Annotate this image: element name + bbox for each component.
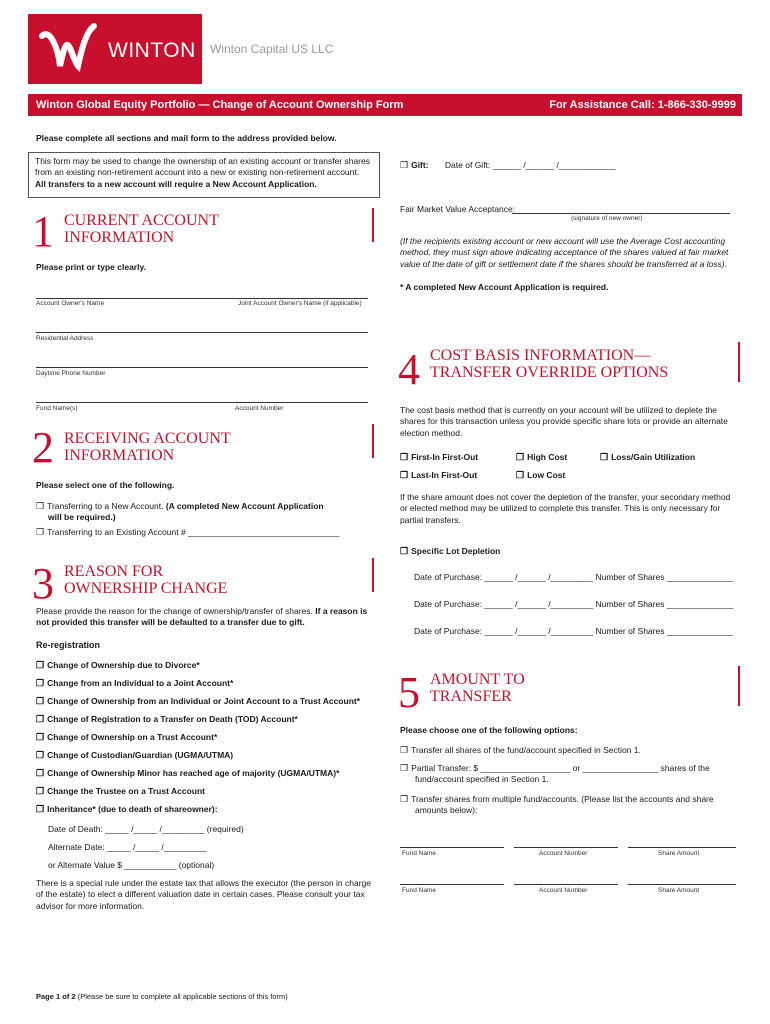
gift-date-field[interactable]: Date of Gift: ______ /______ /____________ — [444, 160, 616, 170]
option-low-cost[interactable] — [516, 469, 565, 481]
option-multiple-accounts[interactable] — [400, 793, 740, 817]
option-label: Last-In First-Out — [411, 470, 478, 480]
share-amount-field[interactable] — [628, 847, 736, 848]
note-line: (If the recipients existing account or new account will use the Average Cost accounting — [400, 236, 726, 246]
reason-label: Change of Ownership on a Trust Account* — [47, 732, 218, 742]
text-line: partial transfers. — [400, 514, 461, 525]
fund-name-label: Fund Name(s) — [36, 405, 78, 412]
reason-item[interactable] — [36, 659, 360, 677]
checkbox-icon[interactable]: ❒ — [36, 678, 45, 688]
reason-item[interactable] — [36, 731, 360, 749]
reason-label: Change the Trustee on a Trust Account — [47, 786, 205, 796]
estate-note-line: There is a special rule under the estate tax that allows the executor (the person in charge — [36, 878, 371, 888]
section-rule — [738, 342, 740, 382]
checkbox-icon[interactable]: ❒ — [400, 452, 409, 462]
checkbox-icon[interactable]: ❒ — [36, 527, 45, 537]
text-line: or elected method may be utilized to complete this transfer. This is only necessary for — [400, 503, 721, 514]
address-label: Residential Address — [36, 335, 94, 342]
share-amount-label: Share Amount — [658, 850, 700, 857]
checkbox-icon[interactable]: ❒ — [36, 750, 45, 760]
option-label: Transfer all shares of the fund/account specified in Section 1. — [411, 745, 641, 755]
notice-line: from an existing non-retirement account into a new or existing non-retirement account. — [35, 167, 360, 178]
reason-text: Please provide the reason for the change of ownership/transfer of shares. — [36, 606, 313, 616]
option-existing-account[interactable] — [36, 526, 339, 538]
logo-wordmark: WINTON — [108, 39, 196, 62]
address-field[interactable] — [36, 332, 368, 333]
fmv-label: Fair Market Value Acceptance: — [400, 204, 516, 214]
reason-label: Change from an Individual to a Joint Account* — [47, 678, 234, 688]
fund-name-field[interactable] — [400, 847, 504, 848]
reason-item[interactable] — [36, 695, 360, 713]
share-amount-field[interactable] — [628, 884, 736, 885]
reason-label: Inheritance* (due to death of shareowner): — [47, 804, 218, 814]
section-title — [64, 430, 231, 464]
joint-owner-label: Joint Account Owner's Name (if applicable) — [238, 300, 362, 307]
section-rule — [372, 208, 374, 242]
required-note: * A completed New Account Application is required. — [400, 282, 609, 292]
fund-name-label: Fund Name — [402, 850, 436, 857]
note-line: method, they must sign above indicating acceptance of the shares valued at fair market — [400, 247, 729, 258]
lot-row[interactable]: Date of Purchase: ______ /______ /_________ Number of Shares ______________ — [414, 626, 733, 636]
notice-box — [28, 152, 380, 198]
option-label: fund/account specified in Section 1. — [415, 774, 549, 785]
amount-instruction: Please choose one of the following options: — [400, 725, 578, 735]
signature-field[interactable] — [512, 213, 730, 214]
option-new-account[interactable] — [36, 500, 376, 524]
account-number-field[interactable] — [514, 884, 618, 885]
reason-label: Change of Registration to a Transfer on Death (TOD) Account* — [47, 714, 298, 724]
text-line: shares for this transaction unless you provide specific share lots or provide an alternate — [400, 416, 728, 427]
section-title — [430, 671, 525, 705]
date-of-death-field[interactable]: Date of Death: _____ /_____ /_________ (required) — [48, 824, 244, 834]
reason-item[interactable] — [36, 785, 360, 803]
option-lifo[interactable] — [400, 469, 477, 481]
account-number-label: Account Number — [539, 887, 588, 894]
lot-row[interactable]: Date of Purchase: ______ /______ /_________ Number of Shares ______________ — [414, 572, 733, 582]
option-label: Loss/Gain Utilization — [611, 452, 696, 462]
reason-label: Change of Custodian/Guardian (UGMA/UTMA) — [47, 750, 234, 760]
page-footer — [36, 992, 288, 1002]
checkbox-icon[interactable]: ❒ — [400, 546, 409, 556]
owner-name-field[interactable] — [36, 298, 368, 299]
option-label: High Cost — [527, 452, 568, 462]
checkbox-icon[interactable]: ❒ — [36, 696, 45, 706]
option-label: Transfer shares from multiple fund/accounts. (Please list the accounts and share — [411, 794, 714, 804]
checkbox-icon[interactable]: ❒ — [36, 768, 45, 778]
estate-note-line: advisor for more information. — [36, 900, 145, 911]
section-title — [64, 212, 219, 246]
company-name: Winton Capital US LLC — [210, 42, 334, 56]
option-label: Partial Transfer: $ ___________________ or ________________ shares of the — [411, 763, 710, 773]
section-title-line: COST BASIS INFORMATION— — [430, 347, 651, 364]
phone-field[interactable] — [36, 367, 368, 368]
section-number: 3 — [32, 559, 54, 608]
option-high-cost[interactable] — [516, 451, 567, 463]
account-number-label: Account Number — [235, 405, 284, 412]
reason-item[interactable] — [36, 713, 360, 731]
section-number: 4 — [398, 345, 420, 394]
checkbox-icon[interactable]: ❒ — [600, 452, 609, 462]
section-title-line: OWNERSHIP CHANGE — [64, 580, 228, 597]
checkbox-icon[interactable]: ❒ — [516, 452, 525, 462]
reason-label: Change of Ownership from an Individual or Joint Account to a Trust Account* — [47, 696, 361, 706]
option-label: amounts below): — [415, 805, 478, 816]
reason-text-bold: If a reason is — [315, 606, 368, 616]
section-title-line: TRANSFER OVERRIDE OPTIONS — [430, 364, 669, 381]
checkbox-icon[interactable]: ❒ — [36, 501, 45, 511]
lot-row[interactable]: Date of Purchase: ______ /______ /_________ Number of Shares ______________ — [414, 599, 733, 609]
reason-item[interactable] — [36, 803, 360, 821]
checkbox-icon[interactable]: ❒ — [36, 786, 45, 796]
reason-item[interactable] — [36, 749, 360, 767]
section-rule — [372, 558, 374, 592]
form-title: Winton Global Equity Portfolio — Change of Account Ownership Form — [36, 99, 404, 111]
option-label-bold: will be required.) — [48, 512, 116, 523]
share-amount-label: Share Amount — [658, 887, 700, 894]
reason-label: Change of Ownership due to Divorce* — [47, 660, 200, 670]
average-cost-note — [400, 236, 740, 270]
option-partial-transfer[interactable] — [400, 762, 740, 786]
fund-name-label: Fund Name — [402, 887, 436, 894]
option-label: Transferring to a New Account. — [47, 501, 164, 511]
gift-option[interactable] — [400, 159, 616, 171]
checkbox-icon[interactable]: ❒ — [36, 732, 45, 742]
option-label: First-In First-Out — [411, 452, 479, 462]
winton-w-icon — [36, 18, 98, 80]
section-title-line: AMOUNT TO — [430, 671, 525, 688]
assistance-phone: For Assistance Call: 1-866-330-9999 — [549, 99, 736, 111]
option-transfer-all[interactable] — [400, 744, 641, 756]
fund-account-field[interactable] — [36, 402, 368, 403]
reason-instruction — [36, 606, 376, 629]
section-title-line: RECEIVING ACCOUNT — [64, 430, 231, 447]
cost-basis-text — [400, 405, 740, 439]
estate-note — [36, 878, 380, 912]
section-title-line: INFORMATION — [64, 229, 175, 246]
section-rule — [372, 424, 374, 458]
checkbox-icon[interactable]: ❒ — [36, 660, 45, 670]
reason-text-bold: not provided this transfer will be defaulted to a transfer due to gift. — [36, 617, 305, 628]
section-rule — [738, 666, 740, 706]
select-instruction: Please select one of the following. — [36, 480, 175, 490]
checkbox-icon[interactable]: ❒ — [36, 804, 45, 814]
reason-label: Change of Ownership Minor has reached age of majority (UGMA/UTMA)* — [47, 768, 340, 778]
option-label-bold: (A completed New Account Application — [165, 501, 324, 511]
note-line: value of the date of gift or settlement date if the shares should be transferred at a loss). — [400, 258, 727, 269]
page-number: Page 1 of 2 — [36, 992, 76, 1001]
print-instruction: Please print or type clearly. — [36, 262, 146, 272]
checkbox-icon[interactable]: ❒ — [516, 470, 525, 480]
section-title-line: REASON FOR — [64, 563, 164, 580]
alternate-value-field[interactable]: or Alternate Value $ ___________ (optional) — [48, 860, 215, 870]
text-line: The cost basis method that is currently on your account will be utilized to deplete the — [400, 405, 718, 415]
notice-line-bold: All transfers to a new account will require a New Account Application. — [35, 178, 317, 189]
secondary-method-text — [400, 492, 740, 526]
checkbox-icon[interactable]: ❒ — [400, 470, 409, 480]
owner-name-label: Account Owner's Name — [36, 300, 105, 307]
section-title-line: TRANSFER — [430, 688, 512, 705]
section-title — [430, 347, 668, 381]
account-number-label: Account Number — [539, 850, 588, 857]
reason-item[interactable] — [36, 677, 360, 695]
section-title-line: INFORMATION — [64, 447, 175, 464]
section-title-line: CURRENT ACCOUNT — [64, 212, 219, 229]
phone-label: Daytime Phone Number — [36, 370, 106, 377]
gift-label: Gift: — [411, 160, 429, 170]
notice-line: This form may be used to change the ownership of an existing account or transfer shares — [35, 156, 370, 166]
checkbox-icon[interactable]: ❒ — [400, 763, 409, 773]
section-number: 5 — [398, 668, 420, 717]
option-label: Transferring to an Existing Account # ________________________________ — [47, 527, 340, 537]
checkbox-icon[interactable]: ❒ — [400, 794, 409, 804]
account-number-field[interactable] — [514, 847, 618, 848]
reregistration-heading: Re-registration — [36, 640, 101, 650]
reason-list — [36, 659, 360, 821]
checkbox-icon[interactable]: ❒ — [36, 714, 45, 724]
estate-note-line: of the estate) to elect a different valuation date in certain cases. Please consult your tax — [36, 889, 365, 900]
checkbox-icon[interactable]: ❒ — [400, 745, 409, 755]
text-line: election method. — [400, 427, 463, 438]
option-loss-gain[interactable] — [600, 451, 695, 463]
title-bar — [28, 94, 742, 116]
option-label: Specific Lot Depletion — [411, 546, 501, 556]
text-line: If the share amount does not cover the depletion of the transfer, your secondary method — [400, 492, 731, 502]
reason-item[interactable] — [36, 767, 360, 785]
checkbox-icon[interactable]: ❒ — [400, 160, 409, 170]
option-fifo[interactable] — [400, 451, 478, 463]
option-label: Low Cost — [527, 470, 566, 480]
section-number: 2 — [32, 423, 54, 472]
intro-text: Please complete all sections and mail form to the address provided below. — [36, 133, 337, 143]
footer-note: (Please be sure to complete all applicable sections of this form) — [77, 992, 288, 1001]
signature-label: (signature of new owner) — [571, 215, 643, 222]
alternate-date-field[interactable]: Alternate Date: _____ /_____ /_________ — [48, 842, 207, 852]
fund-name-field[interactable] — [400, 884, 504, 885]
option-specific-lot[interactable] — [400, 545, 500, 557]
section-number: 1 — [32, 207, 54, 256]
section-title — [64, 563, 227, 597]
